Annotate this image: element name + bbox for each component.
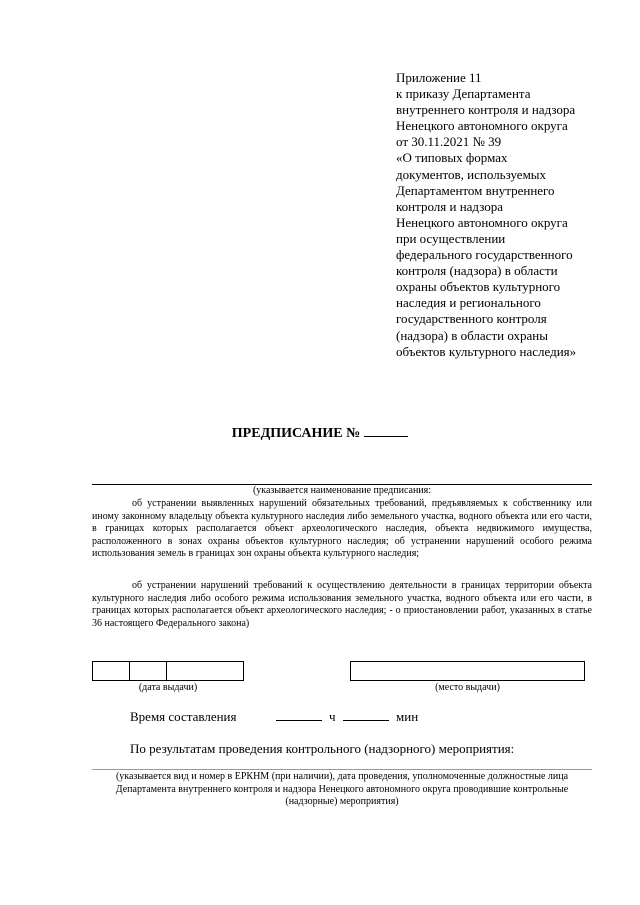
minutes-blank[interactable] (343, 709, 389, 721)
place-box[interactable] (350, 661, 585, 681)
place-label: (место выдачи) (435, 682, 500, 693)
document-title (0, 424, 640, 442)
date-box-year[interactable] (166, 661, 244, 681)
hours-unit: ч (329, 709, 336, 724)
appendix-header: Приложение 11 к приказу Департамента внутреннего контроля и надзора Ненецкого автономного округа от 30.11.2021 № 39 «О типовых формах документов, используемых Департаментом внутреннего контроля и надзора Ненецкого автономного округа при осуществлении федерального государственного контроля (надзора) в области охраны объектов культурного наследия и регионального государственного контроля (надзора) в области охраны объектов культурного наследия» (396, 70, 577, 359)
number-blank (364, 424, 408, 437)
paragraph-suspension: об устранении нарушений требований к осуществлению деятельности в границах территории объекта культурного наследия либо особого режима использования земельного участка, водного объекта или его части, в границах которых располагается объект археологического наследия; - о приостановлении работ, указанных в статье 36 настоящего Федерального закона) (92, 580, 592, 629)
title-text: ПРЕДПИСАНИЕ № (231, 426, 361, 441)
time-label: Время составления (130, 709, 237, 724)
date-box-day[interactable] (92, 661, 130, 681)
hours-blank[interactable] (276, 709, 322, 721)
results-caption: (указывается вид и номер в ЕРКНМ (при наличии), дата проведения, уполномоченные должностные лица Департамента внутреннего контроля и надзора Ненецкого автономного округа проводившие контрольные (надзорные) мероприятия) (115, 771, 569, 807)
results-rule (92, 769, 592, 770)
time-row (130, 709, 450, 725)
paragraph-violations: об устранении выявленных нарушений обязательных требований, предъявляемых к собственнику или иному законному владельцу объекта культурного наследия либо земельного участка, водного объекта или его части, в границах которых располагается объект археологического наследия, объекта недвижимого имущества, расположенного в зонах охраны объектов культурного наследия; об устранении нарушений особого режима использования земель в границах зон охраны объекта культурного наследия; (92, 498, 592, 559)
date-label: (дата выдачи) (138, 682, 198, 693)
minutes-unit: мин (396, 709, 419, 724)
name-caption: (указывается наименование предписания: (252, 485, 432, 496)
date-box-month[interactable] (129, 661, 167, 681)
results-line: По результатам проведения контрольного (надзорного) мероприятия: (130, 741, 515, 756)
